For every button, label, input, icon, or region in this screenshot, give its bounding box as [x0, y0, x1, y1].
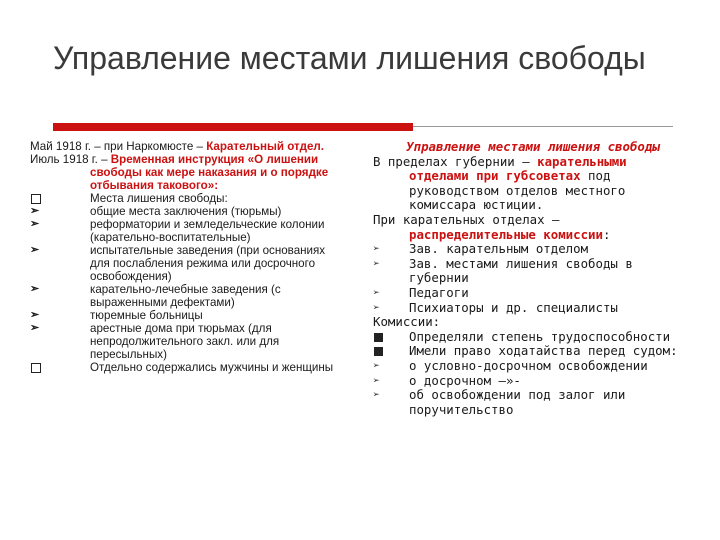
arrow-bullet-icon: ➢: [30, 283, 40, 295]
square-bullet-icon: [31, 363, 41, 373]
intro-2-text: Июль 1918 г. –: [30, 153, 111, 166]
commission-item-text: о условно-досрочном освобождении: [409, 357, 648, 373]
left-list-item-text: общие места заключения (тюрьмы): [90, 205, 282, 218]
left-list-item: [30, 283, 348, 309]
member-item: [373, 286, 693, 301]
right-para-1-highlight: карательными отделами при губсоветах: [409, 153, 627, 184]
member-item: [373, 301, 693, 316]
intro-2-highlight: Временная инструкция «О лишении свободы как мере наказания и о порядке отбывания такового»:: [90, 153, 329, 192]
left-list-item-text: тюремные больницы: [90, 309, 203, 322]
left-list-item: [30, 361, 348, 374]
intro-line-1: [30, 140, 348, 153]
commission-list: [373, 330, 693, 418]
right-para-1-text: В пределах губернии –: [373, 153, 538, 169]
commissions-label: Комиссии:: [373, 314, 441, 330]
right-column: [373, 140, 693, 417]
left-list-item-text: Отдельно содержались мужчины и женщины: [90, 361, 334, 374]
commission-item-text: Имели право ходатайства перед судом:: [409, 343, 678, 359]
arrow-bullet-icon: ➢: [373, 256, 380, 270]
left-list-item: [30, 244, 348, 283]
arrow-bullet-icon: ➢: [373, 373, 380, 387]
filled-square-bullet-icon: [374, 347, 383, 356]
left-list-item-text: арестные дома при тюрьмах (для непродолжительного закл. или для пересыльных): [90, 322, 280, 361]
commission-item: [373, 374, 693, 389]
member-item: [373, 257, 693, 286]
arrow-bullet-icon: ➢: [373, 300, 380, 314]
commission-item-text: об освобождении под залог или поручительство: [409, 387, 626, 417]
title-underline-rule: [413, 126, 673, 127]
left-list-item: [30, 218, 348, 244]
title-underline-accent: [53, 123, 413, 131]
left-list-item: [30, 205, 348, 218]
intro-line-2: [30, 153, 348, 192]
member-item-text: Зав. местами лишения свободы в губернии: [409, 255, 633, 286]
left-list-item-text: реформатории и земледельческие колонии (карательно-воспитательные): [90, 218, 325, 244]
commission-item: [373, 359, 693, 374]
commission-item: [373, 388, 693, 417]
right-para-2-text: При карательных отделах –: [373, 211, 560, 227]
square-bullet-icon: [31, 194, 41, 204]
left-list-item-text: испытательные заведения (при основаниях для послабления режима или досрочного освобождения): [90, 244, 326, 283]
intro-1-text: Май 1918 г. – при Наркомюсте –: [30, 140, 207, 153]
right-para-2-tail: :: [602, 226, 611, 242]
slide-title: Управление местами лишения свободы: [53, 40, 646, 76]
members-list: [373, 242, 693, 315]
member-item-text: Педагоги: [409, 284, 469, 300]
arrow-bullet-icon: ➢: [30, 205, 40, 217]
arrow-bullet-icon: ➢: [30, 244, 40, 256]
member-item-text: Психиаторы и др. специалисты: [409, 299, 618, 315]
right-heading: Управление местами лишения свободы: [406, 139, 660, 154]
member-item-text: Зав. карательным отделом: [409, 241, 589, 257]
arrow-bullet-icon: ➢: [373, 388, 380, 402]
commission-item-text: о досрочном –»-: [409, 372, 521, 388]
left-list-item: [30, 322, 348, 361]
commission-item: [373, 330, 693, 345]
right-para-1-tail: под руководством отделов местного комиссара юстиции.: [409, 168, 626, 213]
commission-item: [373, 344, 693, 359]
arrow-bullet-icon: ➢: [373, 358, 380, 372]
arrow-bullet-icon: ➢: [30, 218, 40, 230]
arrow-bullet-icon: ➢: [373, 242, 380, 256]
right-para-1: [373, 155, 693, 213]
left-list-item-text: карательно-лечебные заведения (с выраженными дефектами): [90, 283, 281, 309]
right-para-2-highlight: распределительные комиссии: [409, 226, 603, 242]
commission-item-text: Определяли степень трудоспособности: [409, 328, 671, 344]
left-list-item-text: Места лишения свободы:: [90, 192, 228, 205]
left-column: [30, 140, 348, 374]
member-item: [373, 242, 693, 257]
arrow-bullet-icon: ➢: [30, 322, 40, 334]
arrow-bullet-icon: ➢: [30, 309, 40, 321]
arrow-bullet-icon: ➢: [373, 285, 380, 299]
left-list: [30, 192, 348, 374]
left-list-item: [30, 309, 348, 322]
right-para-2: [373, 213, 693, 242]
intro-1-highlight: Карательный отдел.: [206, 140, 324, 153]
filled-square-bullet-icon: [374, 333, 383, 342]
left-list-item: [30, 192, 348, 205]
